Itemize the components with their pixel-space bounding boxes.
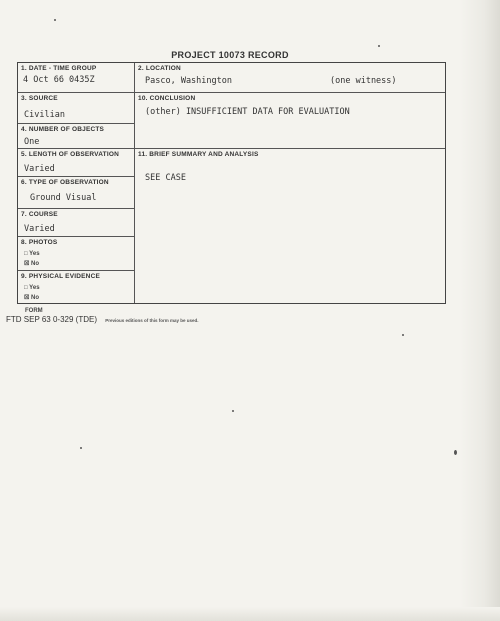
evidence-yes-checkbox: □ Yes xyxy=(24,285,40,291)
number-value: One xyxy=(24,137,40,147)
location-value: Pasco, Washington xyxy=(145,76,232,86)
source-value: Civilian xyxy=(24,110,65,120)
location-cell xyxy=(135,63,445,93)
length-value: Varied xyxy=(24,164,55,174)
page-edge-shadow xyxy=(460,0,500,621)
type-label: 6. TYPE OF OBSERVATION xyxy=(21,179,109,186)
scan-speck xyxy=(378,45,380,47)
form-title: PROJECT 10073 RECORD xyxy=(171,50,289,60)
number-cell xyxy=(18,124,135,149)
scan-speck xyxy=(402,334,404,336)
witness-note: (one witness) xyxy=(330,76,397,86)
record-form xyxy=(17,62,446,304)
conclusion-cell xyxy=(135,93,445,149)
evidence-cell xyxy=(18,271,135,303)
date-time-cell xyxy=(18,63,135,93)
scan-speck xyxy=(80,447,82,449)
course-cell xyxy=(18,209,135,237)
form-number: FTD SEP 63 0-329 (TDE) xyxy=(6,315,97,324)
source-label: 3. SOURCE xyxy=(21,95,58,102)
date-time-value: 4 Oct 66 0435Z xyxy=(23,75,95,85)
location-label: 2. LOCATION xyxy=(138,65,181,72)
course-label: 7. COURSE xyxy=(21,211,58,218)
footer-note: Previous editions of this form may be used. xyxy=(105,318,199,323)
photos-cell xyxy=(18,237,135,271)
scan-speck xyxy=(54,19,56,21)
photos-yes-checkbox: □ Yes xyxy=(24,251,40,257)
summary-value: SEE CASE xyxy=(145,173,186,183)
footer-form-word: FORM xyxy=(25,308,43,314)
photos-no-checkbox: ☒ No xyxy=(24,261,40,267)
type-cell xyxy=(18,177,135,209)
summary-label: 11. BRIEF SUMMARY AND ANALYSIS xyxy=(138,151,259,158)
number-label: 4. NUMBER OF OBJECTS xyxy=(21,126,105,133)
bottom-edge-shadow xyxy=(0,607,500,621)
source-cell xyxy=(18,93,135,124)
course-value: Varied xyxy=(24,224,55,234)
length-label: 5. LENGTH OF OBSERVATION xyxy=(21,151,119,158)
type-value: Ground Visual xyxy=(30,193,97,203)
scan-speck xyxy=(454,450,457,455)
conclusion-value: (other) INSUFFICIENT DATA FOR EVALUATION xyxy=(145,107,350,117)
photos-label: 8. PHOTOS xyxy=(21,239,58,246)
scan-speck xyxy=(232,410,234,412)
evidence-no-checkbox: ☒ No xyxy=(24,295,40,301)
footer-form-id xyxy=(6,315,199,324)
length-cell xyxy=(18,149,135,177)
summary-cell xyxy=(135,149,445,303)
evidence-label: 9. PHYSICAL EVIDENCE xyxy=(21,273,101,280)
date-time-label: 1. DATE - TIME GROUP xyxy=(21,65,97,72)
conclusion-label: 10. CONCLUSION xyxy=(138,95,196,102)
